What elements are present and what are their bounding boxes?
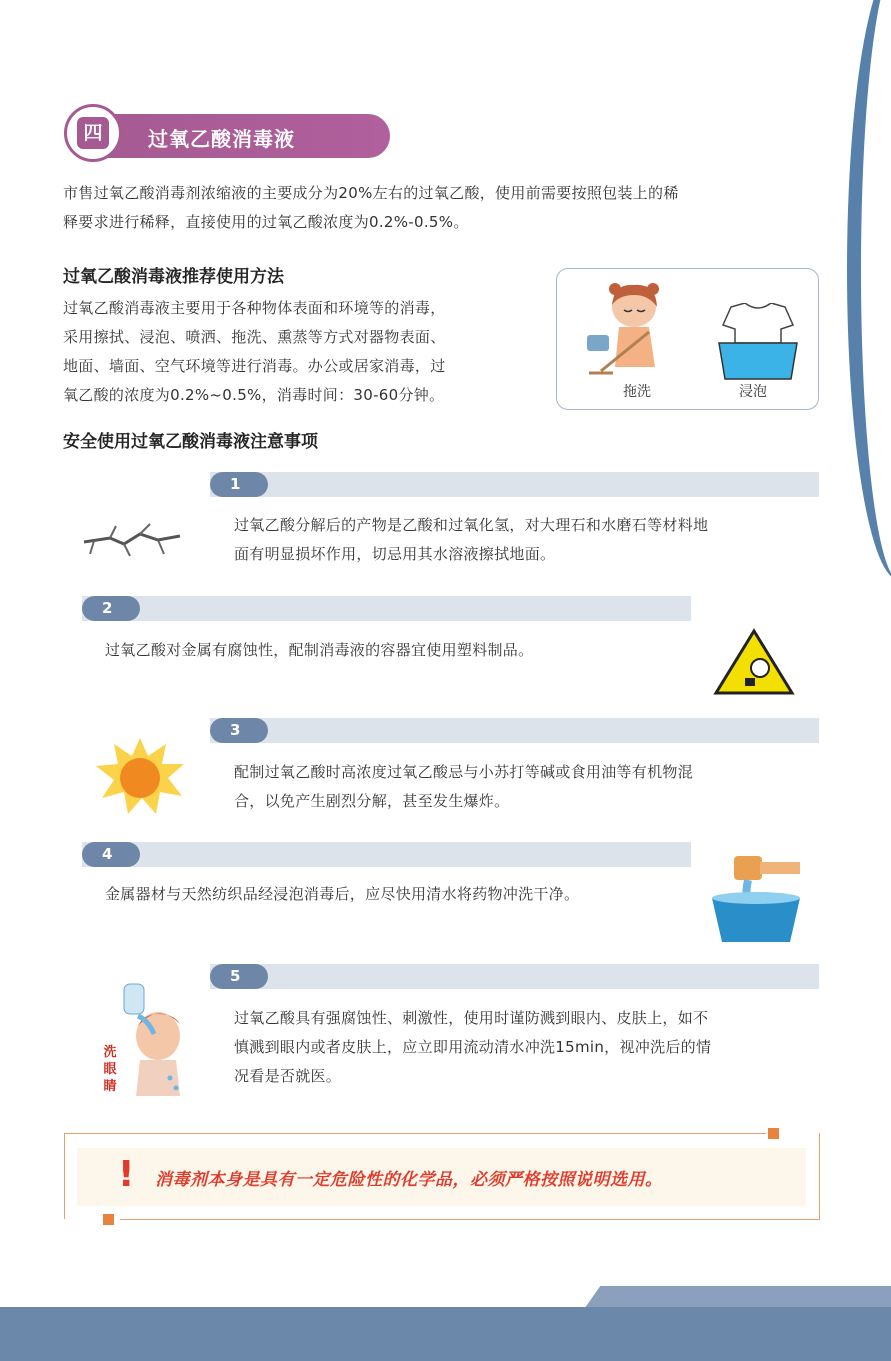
eye-wash-label-char: 洗: [103, 1045, 117, 1060]
item-bar: [82, 842, 691, 867]
usage-line: 过氧乙酸消毒液主要用于各种物体表面和环境等的消毒，: [63, 299, 446, 317]
usage-illustration: [556, 268, 819, 410]
warning-corner: [768, 1128, 779, 1139]
section-title: 过氧乙酸消毒液: [148, 127, 295, 151]
item-4-line: 金属器材与天然纺织品经浸泡消毒后，应尽快用清水将药物冲洗干净。: [105, 885, 580, 903]
item-number: 5: [210, 964, 268, 989]
section-number: 四: [77, 117, 109, 149]
exclamation-icon: !: [118, 1154, 135, 1195]
item-5-line: 过氧乙酸具有强腐蚀性、刺激性，使用时谨防溅到眼内、皮肤上，如不: [234, 1009, 709, 1027]
soaking-shirt-icon: [713, 303, 803, 383]
mopping-girl-icon: [579, 277, 689, 377]
item-number: 3: [210, 718, 268, 743]
rinsing-basin-icon: [708, 852, 804, 944]
safety-heading: 安全使用过氧乙酸消毒液注意事项: [63, 432, 318, 452]
footer-band: [0, 1307, 891, 1361]
eye-wash-label-char: 眼: [103, 1062, 117, 1077]
warning-border: [120, 1219, 820, 1220]
warning-text: 消毒剂本身是具有一定危险性的化学品，必须严格按照说明选用。: [155, 1170, 663, 1190]
edge-decoration: [847, 0, 891, 580]
item-1-line: 过氧乙酸分解后的产物是乙酸和过氧化氢，对大理石和水磨石等材料地: [234, 516, 709, 534]
item-bar: [210, 964, 819, 989]
item-1-line: 面有明显损坏作用，切忌用其水溶液擦拭地面。: [234, 545, 556, 563]
eye-wash-label-char: 睛: [103, 1079, 117, 1094]
item-3-line: 配制过氧乙酸时高浓度过氧乙酸忌与小苏打等碱或食用油等有机物混: [234, 763, 694, 781]
usage-line: 地面、墙面、空气环境等进行消毒。办公或居家消毒，过: [63, 357, 446, 375]
item-number: 1: [210, 472, 268, 497]
warning-border: [64, 1133, 65, 1219]
eye-wash-icon: [118, 980, 190, 1098]
intro-line-1: 市售过氧乙酸消毒剂浓缩液的主要成分为20%左右的过氧乙酸，使用前需要按照包装上的稀: [63, 184, 679, 202]
item-number: 4: [82, 842, 140, 867]
warning-border: [819, 1133, 820, 1219]
illustration-caption-soak: 浸泡: [739, 384, 767, 400]
item-3-line: 合，以免产生剧烈分解，甚至发生爆炸。: [234, 792, 510, 810]
item-bar: [210, 472, 819, 497]
item-5-line: 慎溅到眼内或者皮肤上，应立即用流动清水冲洗15min，视冲洗后的情: [234, 1038, 712, 1056]
intro-line-2: 释要求进行稀释，直接使用的过氧乙酸浓度为0.2%-0.5%。: [63, 213, 469, 231]
item-bar: [82, 596, 691, 621]
item-2-line: 过氧乙酸对金属有腐蚀性，配制消毒液的容器宜使用塑料制品。: [105, 641, 534, 659]
item-number: 2: [82, 596, 140, 621]
section-number-badge: [64, 104, 122, 162]
usage-heading: 过氧乙酸消毒液推荐使用方法: [63, 267, 284, 287]
usage-line: 氧乙酸的浓度为0.2%~0.5%，消毒时间：30-60分钟。: [63, 386, 445, 404]
corrosive-warning-icon: [713, 628, 795, 696]
eye-wash-label: [102, 1044, 118, 1095]
item-5-line: 况看是否就医。: [234, 1067, 342, 1085]
explosion-icon: [92, 734, 188, 818]
cracked-floor-icon: [80, 520, 190, 560]
warning-corner: [103, 1214, 114, 1225]
illustration-caption-mop: 拖洗: [623, 384, 651, 400]
usage-line: 采用擦拭、浸泡、喷洒、拖洗、熏蒸等方式对器物表面、: [63, 328, 446, 346]
item-bar: [210, 718, 819, 743]
warning-border: [64, 1133, 766, 1134]
